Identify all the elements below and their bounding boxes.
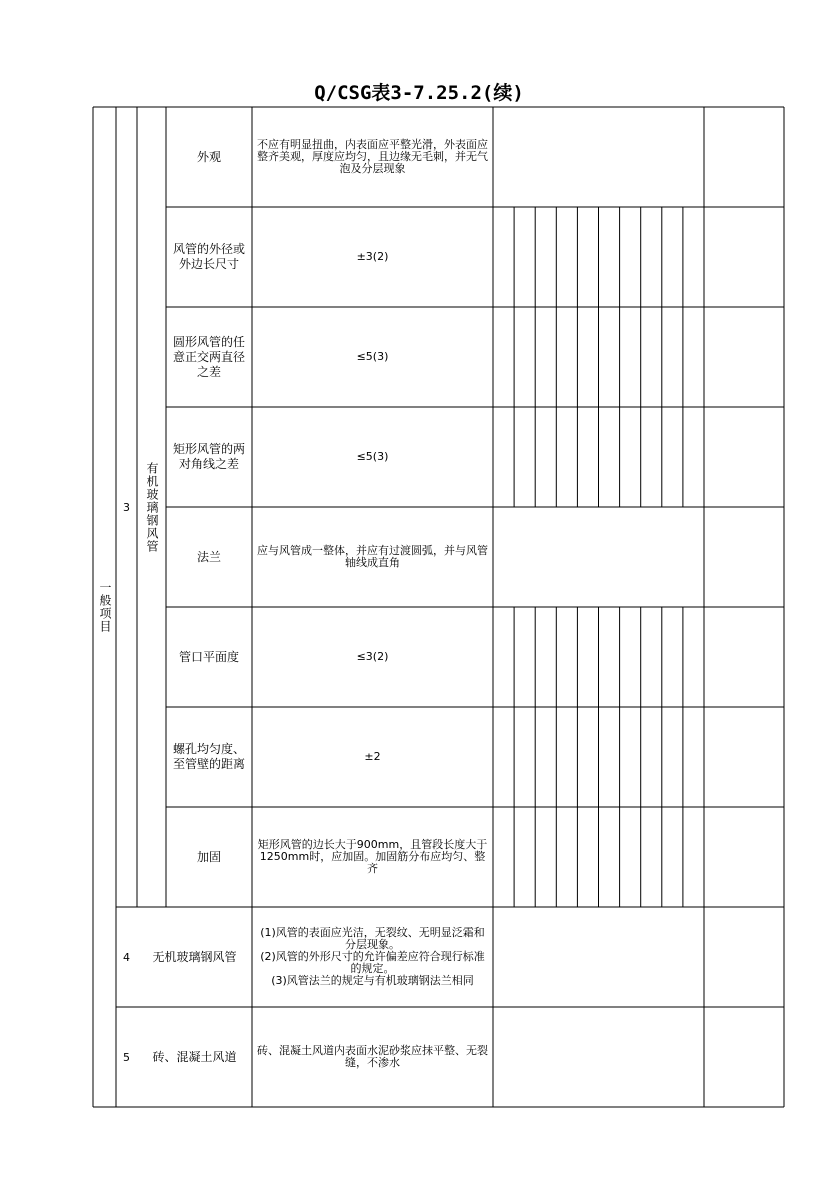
standard-cell: 不应有明显扭曲，内表面应平整光滑，外表面应整齐美观，厚度应均匀，且边缘无毛刺，并无气泡及分层现象: [257, 138, 488, 175]
item-cell: 圆形风管的任意正交两直径之差: [172, 334, 245, 379]
standard-cell: ±2: [364, 750, 381, 763]
item-cell: 管口平面度: [178, 649, 239, 664]
standard-line: (3)风管法兰的规定与有机玻璃钢法兰相同: [271, 974, 474, 987]
item-cell: 矩形风管的两对角线之差: [172, 442, 245, 471]
item-cell: 螺孔均匀度、至管壁的距离: [172, 742, 245, 771]
group-name: 有机玻璃钢风管: [145, 461, 159, 553]
standard-cell: ≤3(2): [356, 650, 389, 663]
standard-cell: 砖、混凝土风道内表面水泥砂浆应抹平整、无裂缝，不渗水: [257, 1044, 488, 1069]
standard-cell: ≤5(3): [356, 350, 389, 363]
item-cell: 加固: [196, 849, 221, 864]
standard-cell: ±3(2): [356, 250, 389, 263]
group-number: 4: [123, 950, 130, 964]
item-cell: 无机玻璃钢风管: [152, 949, 237, 964]
group-number: 3: [123, 500, 130, 514]
standard-cell: [252, 907, 493, 1007]
group-number: 5: [123, 1050, 130, 1064]
standard-line: (2)风管的外形尺寸的允许偏差应符合现行标准的规定。: [260, 950, 485, 975]
item-cell: 外观: [196, 149, 221, 164]
standard-cell: 应与风管成一整体，并应有过渡圆弧，并与风管轴线成直角: [257, 544, 488, 569]
item-cell: 风管的外径或外边长尺寸: [172, 242, 245, 271]
item-cell: 砖、混凝土风道: [152, 1049, 237, 1064]
standard-line: (1)风管的表面应光洁，无裂纹、无明显泛霜和分层现象。: [260, 926, 485, 951]
document-title: Q/CSG表3-7.25.2(续): [314, 82, 524, 104]
standard-cell: 矩形风管的边长大于900mm，且管段长度大于1250mm时，应加固。加固筋分布应均匀、整齐: [257, 838, 488, 875]
standard-cell: ≤5(3): [356, 450, 389, 463]
item-cell: 法兰: [196, 549, 221, 564]
category-label: 一般项目: [98, 581, 112, 633]
